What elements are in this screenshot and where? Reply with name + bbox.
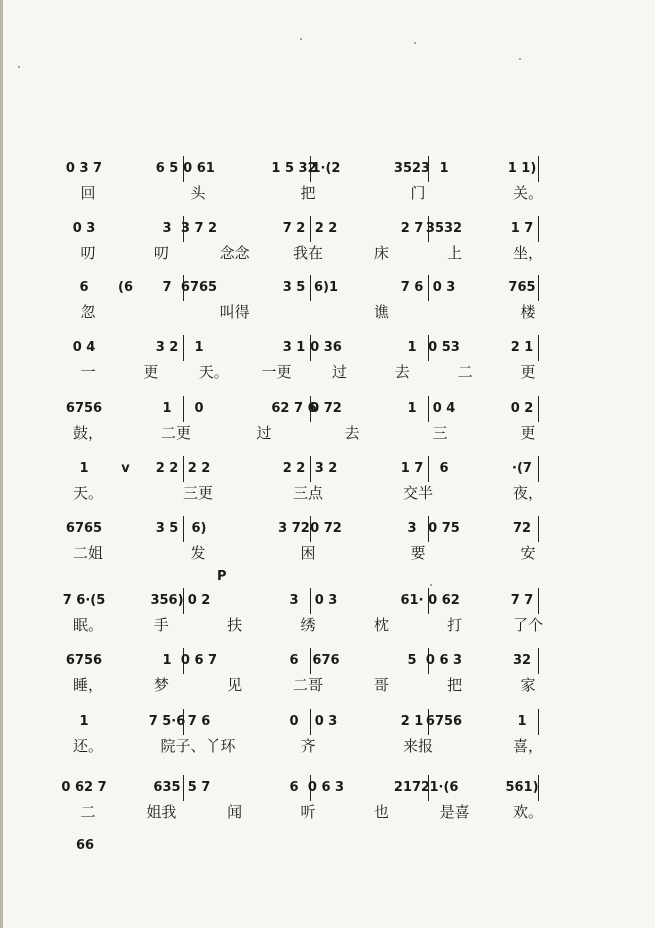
barline bbox=[183, 456, 184, 482]
lyric-line bbox=[68, 242, 544, 264]
note-group: 2 1 bbox=[510, 340, 534, 355]
note-group: 1 7 bbox=[400, 461, 424, 476]
note-group: 3 bbox=[407, 521, 417, 536]
lyric-syllable: 困 bbox=[300, 544, 316, 562]
barline bbox=[310, 588, 311, 614]
note-group: 1 bbox=[439, 161, 449, 176]
note-group: 0 3 bbox=[432, 280, 456, 295]
lyric-syllable: 二姐 bbox=[72, 544, 104, 562]
note-group: 0 4 bbox=[72, 340, 96, 355]
barline bbox=[538, 709, 539, 735]
page-number: 66 bbox=[76, 838, 95, 853]
lyric-syllable: 要 bbox=[410, 544, 426, 562]
note-group: 356) bbox=[150, 593, 184, 608]
score-system bbox=[65, 650, 538, 714]
barline bbox=[538, 335, 539, 361]
lyric-syllable: 更 bbox=[520, 363, 536, 381]
note-group: 0 75 bbox=[428, 521, 460, 536]
lyric-syllable: 忽 bbox=[80, 303, 96, 321]
barline bbox=[538, 648, 539, 674]
lyric-syllable: 床 bbox=[373, 244, 389, 262]
note-group: 2 2 bbox=[314, 221, 338, 236]
lyric-syllable: 谯 bbox=[373, 303, 389, 321]
score-system bbox=[68, 711, 544, 775]
notation-line bbox=[68, 458, 538, 480]
lyric-syllable: 一 bbox=[80, 363, 96, 381]
note-group: 2 2 bbox=[155, 461, 179, 476]
note-group: 7 5·6 bbox=[148, 714, 186, 729]
score-system bbox=[65, 518, 538, 582]
note-group: 3 5 bbox=[155, 521, 179, 536]
lyric-syllable: 上 bbox=[447, 244, 463, 262]
dynamic-marker: P bbox=[217, 569, 227, 584]
note-group: 0 6 3 bbox=[425, 653, 463, 668]
note-group: 3 5 bbox=[282, 280, 306, 295]
paper-speck bbox=[18, 66, 20, 68]
score-system bbox=[65, 158, 544, 222]
lyric-syllable: 回 bbox=[80, 184, 96, 202]
lyric-syllable: 交半 bbox=[402, 484, 434, 502]
note-group: 6 bbox=[289, 653, 299, 668]
barline bbox=[183, 588, 184, 614]
score-system bbox=[68, 458, 544, 522]
lyric-syllable: 过 bbox=[256, 424, 272, 442]
note-group: 0 4 bbox=[432, 401, 456, 416]
lyric-syllable: 叫得 bbox=[219, 303, 250, 321]
barline bbox=[183, 709, 184, 735]
barline bbox=[310, 648, 311, 674]
note-group: 676 bbox=[312, 653, 340, 668]
note-group: ·(7 bbox=[512, 461, 532, 476]
note-group: 7 2 bbox=[282, 221, 306, 236]
lyric-syllable: 闻 bbox=[227, 803, 243, 821]
barline bbox=[428, 456, 429, 482]
notation-line bbox=[65, 650, 538, 672]
paper-speck bbox=[430, 584, 432, 586]
note-group: 7 bbox=[162, 280, 172, 295]
lyric-syllable: 安 bbox=[520, 544, 536, 562]
barline bbox=[538, 216, 539, 242]
notation-line bbox=[62, 590, 538, 612]
lyric-line bbox=[68, 674, 538, 696]
lyric-syllable: 叨 bbox=[153, 244, 169, 262]
note-group: 0 6 7 bbox=[180, 653, 218, 668]
note-group: 1·(2 bbox=[311, 161, 341, 176]
lyric-syllable: 打 bbox=[447, 616, 463, 634]
lyric-syllable: 齐 bbox=[300, 737, 316, 755]
note-group: 3523 bbox=[393, 161, 431, 176]
note-group: 6)1 bbox=[313, 280, 339, 295]
lyric-syllable: 更 bbox=[520, 424, 536, 442]
notation-line bbox=[68, 337, 538, 359]
lyric-syllable: 念念 bbox=[219, 244, 250, 262]
note-group: 0 3 bbox=[72, 221, 96, 236]
lyric-syllable: 睡， bbox=[72, 676, 104, 694]
note-group: 1 5 32 bbox=[271, 161, 317, 176]
note-group: 765 bbox=[508, 280, 536, 295]
lyric-line bbox=[68, 361, 538, 383]
score-system bbox=[61, 777, 544, 841]
paper-speck bbox=[300, 38, 302, 40]
note-group: 0 2 bbox=[187, 593, 211, 608]
lyric-syllable: 见 bbox=[227, 676, 243, 694]
note-group: 32 bbox=[512, 653, 532, 668]
note-group: 2172 bbox=[393, 780, 431, 795]
barline bbox=[310, 216, 311, 242]
note-group: 7 7 bbox=[510, 593, 534, 608]
lyric-syllable: 是喜 bbox=[439, 803, 470, 821]
note-group: 1 bbox=[162, 401, 172, 416]
lyric-syllable: 哥 bbox=[373, 676, 389, 694]
lyric-syllable: 过 bbox=[331, 363, 347, 381]
lyric-syllable: 鼓， bbox=[72, 424, 104, 442]
barline bbox=[310, 275, 311, 301]
lyric-syllable: 听 bbox=[300, 803, 316, 821]
note-group: 3532 bbox=[425, 221, 463, 236]
note-group: 1 bbox=[407, 340, 417, 355]
note-group: 6 bbox=[289, 780, 299, 795]
barline bbox=[538, 456, 539, 482]
lyric-syllable: 三 bbox=[432, 424, 448, 442]
lyric-syllable: 家 bbox=[520, 676, 536, 694]
paper-speck bbox=[414, 42, 416, 44]
barline bbox=[310, 456, 311, 482]
note-group: v bbox=[121, 461, 130, 476]
lyric-syllable: 把 bbox=[447, 676, 463, 694]
lyric-syllable: 三点 bbox=[292, 484, 324, 502]
lyric-syllable: 发 bbox=[190, 544, 206, 562]
score-system bbox=[68, 277, 538, 341]
score-system bbox=[62, 590, 544, 654]
note-group: 6 bbox=[439, 461, 449, 476]
note-group: 3 1 bbox=[282, 340, 306, 355]
note-group: 6756 bbox=[425, 714, 463, 729]
lyric-syllable: 二 bbox=[80, 803, 96, 821]
note-group: 0 62 bbox=[428, 593, 460, 608]
note-group: 0 3 bbox=[314, 593, 338, 608]
note-group: 6756 bbox=[65, 653, 103, 668]
note-group: 6756 bbox=[65, 401, 103, 416]
note-group: 1 bbox=[162, 653, 172, 668]
note-group: 6) bbox=[191, 521, 207, 536]
lyric-syllable: 手 bbox=[153, 616, 169, 634]
lyric-line bbox=[68, 614, 544, 636]
barline bbox=[538, 156, 539, 182]
note-group: 0 3 bbox=[314, 714, 338, 729]
note-group: 2 1 bbox=[400, 714, 424, 729]
lyric-syllable: 更 bbox=[143, 363, 159, 381]
note-group: 6765 bbox=[65, 521, 103, 536]
lyric-syllable: 眠。 bbox=[72, 616, 104, 634]
note-group: 7 6·(5 bbox=[62, 593, 106, 608]
lyric-line bbox=[68, 542, 538, 564]
note-group: 5 7 bbox=[187, 780, 211, 795]
lyric-syllable: 去 bbox=[394, 363, 410, 381]
note-group: 1 bbox=[79, 461, 89, 476]
lyric-line bbox=[68, 801, 544, 823]
note-group: 0 2 bbox=[510, 401, 534, 416]
notation-line bbox=[68, 711, 538, 733]
note-group: 5 bbox=[407, 653, 417, 668]
note-group: 0 61 bbox=[183, 161, 215, 176]
lyric-syllable: 我在 bbox=[292, 244, 324, 262]
lyric-syllable: 门 bbox=[410, 184, 426, 202]
note-group: 635 bbox=[153, 780, 181, 795]
note-group: 561) bbox=[505, 780, 539, 795]
barline bbox=[428, 156, 429, 182]
lyric-syllable: 关。 bbox=[512, 184, 544, 202]
barline bbox=[538, 775, 539, 801]
lyric-syllable: 一更 bbox=[261, 363, 292, 381]
note-group: 0 36 bbox=[310, 340, 342, 355]
barline bbox=[538, 396, 539, 422]
notation-line bbox=[68, 218, 538, 240]
lyric-syllable: 夜， bbox=[512, 484, 544, 502]
note-group: 0 62 7 bbox=[61, 780, 107, 795]
lyric-syllable: 去 bbox=[344, 424, 360, 442]
lyric-syllable: 天。 bbox=[198, 363, 229, 381]
note-group: 1 bbox=[79, 714, 89, 729]
note-group: 7 6 bbox=[187, 714, 211, 729]
note-group: 1 7 bbox=[510, 221, 534, 236]
note-group: 2 7 bbox=[400, 221, 424, 236]
barline bbox=[183, 775, 184, 801]
note-group: 6 bbox=[79, 280, 89, 295]
note-group: 0 72 bbox=[310, 521, 342, 536]
score-system bbox=[65, 398, 538, 462]
notation-line bbox=[65, 518, 538, 540]
lyric-syllable: 姐我 bbox=[146, 803, 177, 821]
note-group: 6765 bbox=[180, 280, 218, 295]
lyric-syllable: 三更 bbox=[182, 484, 214, 502]
note-group: 0 bbox=[289, 714, 299, 729]
note-group: 2 2 bbox=[187, 461, 211, 476]
barline bbox=[538, 588, 539, 614]
note-group: (6 bbox=[118, 280, 133, 295]
barline bbox=[183, 335, 184, 361]
lyric-syllable: 也 bbox=[373, 803, 389, 821]
notation-line bbox=[65, 158, 538, 180]
barline bbox=[428, 396, 429, 422]
lyric-line bbox=[68, 422, 538, 444]
note-group: 1 bbox=[194, 340, 204, 355]
lyric-syllable: 二更 bbox=[160, 424, 192, 442]
note-group: 6 5 bbox=[155, 161, 179, 176]
note-group: 0 3 7 bbox=[65, 161, 103, 176]
notation-line bbox=[61, 777, 539, 799]
note-group: 3 72 bbox=[278, 521, 310, 536]
lyric-syllable: 天。 bbox=[72, 484, 104, 502]
lyric-syllable: 叨 bbox=[80, 244, 96, 262]
lyric-syllable: 欢。 bbox=[512, 803, 544, 821]
note-group: 3 bbox=[289, 593, 299, 608]
barline bbox=[538, 516, 539, 542]
note-group: 62 7 6 bbox=[271, 401, 317, 416]
note-group: 1·(6 bbox=[429, 780, 459, 795]
lyric-syllable: 绣 bbox=[300, 616, 316, 634]
score-system bbox=[68, 218, 544, 282]
paper-speck bbox=[519, 58, 521, 60]
note-group: 61· bbox=[400, 593, 424, 608]
note-group: 3 bbox=[162, 221, 172, 236]
lyric-syllable: 还。 bbox=[72, 737, 104, 755]
lyric-syllable: 头 bbox=[190, 184, 206, 202]
barline bbox=[428, 275, 429, 301]
lyric-syllable: 楼 bbox=[520, 303, 536, 321]
barline bbox=[310, 709, 311, 735]
lyric-syllable: 把 bbox=[300, 184, 316, 202]
barline bbox=[538, 275, 539, 301]
lyric-syllable: 院子、丫环 bbox=[160, 737, 236, 755]
note-group: 0 bbox=[194, 401, 204, 416]
lyric-syllable: 了个 bbox=[512, 616, 544, 634]
note-group: 3 2 bbox=[314, 461, 338, 476]
lyric-syllable: 扶 bbox=[227, 616, 243, 634]
note-group: 3 7 2 bbox=[180, 221, 218, 236]
note-group: 0 72 bbox=[310, 401, 342, 416]
note-group: 2 2 bbox=[282, 461, 306, 476]
notation-line bbox=[65, 398, 538, 420]
lyric-line bbox=[68, 482, 544, 504]
score-system bbox=[68, 337, 538, 401]
lyric-syllable: 二 bbox=[457, 363, 473, 381]
lyric-syllable: 来报 bbox=[402, 737, 434, 755]
lyric-syllable: 喜， bbox=[512, 737, 544, 755]
note-group: 72 bbox=[512, 521, 532, 536]
lyric-syllable: 枕 bbox=[373, 616, 389, 634]
lyric-line bbox=[68, 301, 538, 323]
barline bbox=[183, 516, 184, 542]
note-group: 1 bbox=[407, 401, 417, 416]
notation-line bbox=[68, 277, 538, 299]
note-group: 1 1) bbox=[507, 161, 537, 176]
lyric-syllable: 坐， bbox=[512, 244, 544, 262]
note-group: 0 6 3 bbox=[307, 780, 345, 795]
lyric-line bbox=[68, 735, 544, 757]
barline bbox=[183, 396, 184, 422]
note-group: 7 6 bbox=[400, 280, 424, 295]
note-group: 0 53 bbox=[428, 340, 460, 355]
lyric-line bbox=[68, 182, 544, 204]
note-group: 1 bbox=[517, 714, 527, 729]
lyric-syllable: 梦 bbox=[153, 676, 169, 694]
lyric-syllable: 二哥 bbox=[292, 676, 324, 694]
note-group: 3 2 bbox=[155, 340, 179, 355]
